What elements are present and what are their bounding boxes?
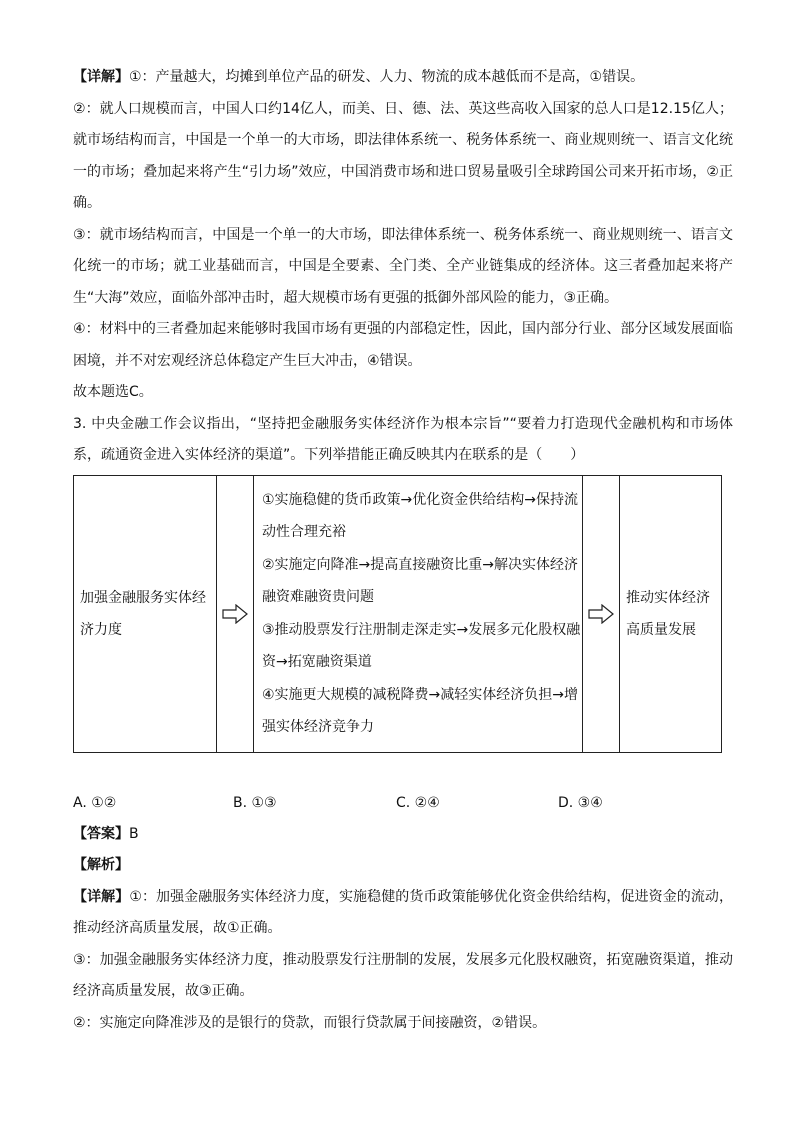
flow-left-text: 加强金融服务实体经济力度	[80, 589, 206, 638]
right-arrow-icon	[222, 604, 248, 624]
option-b: B. ①③	[233, 794, 277, 811]
option-c: C. ②④	[396, 794, 440, 811]
analysis-line	[73, 850, 733, 882]
detail-paragraph-1	[73, 62, 733, 94]
detail-tag: 【详解】	[73, 69, 129, 85]
flow-middle-cell	[254, 475, 583, 752]
flow-right-cell	[620, 475, 722, 752]
flow-arrow-cell-2	[583, 475, 620, 752]
flow-item-2: ②实施定向降准→提高直接融资比重→解决实体经济融资难融资贵问题	[262, 556, 579, 605]
flow-right-text: 推动实体经济高质量发展	[626, 589, 710, 638]
flow-arrow-cell-1	[217, 475, 254, 752]
flow-item-3: ③推动股票发行注册制走深走实→发展多元化股权融资→拓宽融资渠道	[262, 621, 581, 670]
detail-paragraph-3: ③：就市场结构而言，中国是一个单一的大市场，即法律体系统一、税务体系统一、商业规则统一、语言文化统一的市场；就工业基础而言，中国是全要素、全门类、全产业链集成的经济体。这三者叠加起来将产生“大海”效应，面临外部冲击时，超大规模市场有更强的抵御外部风险的能力，③正确。	[73, 226, 733, 306]
question-3-stem: 3. 中央金融工作会议指出，“坚持把金融服务实体经济作为根本宗旨”“要着力打造现代金融机构和市场体系，疏通资金进入实体经济的渠道”。下列举措能正确反映其内在联系的是（ ）	[73, 415, 733, 463]
option-a: A. ①②	[73, 794, 117, 811]
analysis-detail-tag: 【详解】	[73, 888, 130, 905]
analysis-paragraph-2: ③：加强金融服务实体经济力度，推动股票发行注册制的发展，发展多元化股权融资，拓宽融资渠道，推动经济高质量发展，故③正确。	[73, 951, 733, 999]
detail-paragraph-2: ②：就人口规模而言，中国人口约14亿人，而美、日、德、法、英这些高收入国家的总人口是12.15亿人；就市场结构而言，中国是一个单一的大市场，即法律体系统一、税务体系统一、商业规则统一、语言文化统一的市场；叠加起来将产生“引力场”效应，中国消费市场和进口贸易量吸引全球跨国公司来开拓市场，②正确。	[73, 100, 733, 211]
answer-line	[73, 819, 733, 851]
option-d: D. ③④	[558, 794, 603, 811]
analysis-tag: 【解析】	[73, 857, 129, 873]
analysis-paragraph-3: ②：实施定向降准涉及的是银行的贷款，而银行贷款属于间接融资，②错误。	[73, 1014, 547, 1031]
answer-options	[73, 787, 733, 819]
flow-item-4: ④实施更大规模的减税降费→减轻实体经济负担→增强实体经济竞争力	[262, 686, 579, 735]
detail-text-1: ①：产量越大，均摊到单位产品的研发、人力、物流的成本越低而不是高，①错误。	[129, 69, 645, 85]
document-page	[73, 62, 733, 1039]
analysis-text-1: ①：加强金融服务实体经济力度，实施稳健的货币政策能够优化资金供给结构，促进资金的流动，推动经济高质量发展，故①正确。	[73, 888, 733, 936]
analysis-paragraph-1	[73, 882, 733, 945]
answer-tag: 【答案】	[73, 825, 129, 842]
flow-item-1: ①实施稳健的货币政策→优化资金供给结构→保持流动性合理充裕	[262, 491, 579, 540]
detail-conclusion: 故本题选C。	[73, 384, 153, 400]
answer-value: B	[129, 825, 139, 842]
flow-table	[73, 475, 722, 753]
detail-paragraph-4: ④：材料中的三者叠加起来能够时我国市场有更强的内部稳定性，因此，国内部分行业、部分区域发展面临困境，并不对宏观经济总体稳定产生巨大冲击，④错误。	[73, 321, 733, 369]
right-arrow-icon	[588, 604, 614, 624]
flow-left-cell	[74, 475, 217, 752]
